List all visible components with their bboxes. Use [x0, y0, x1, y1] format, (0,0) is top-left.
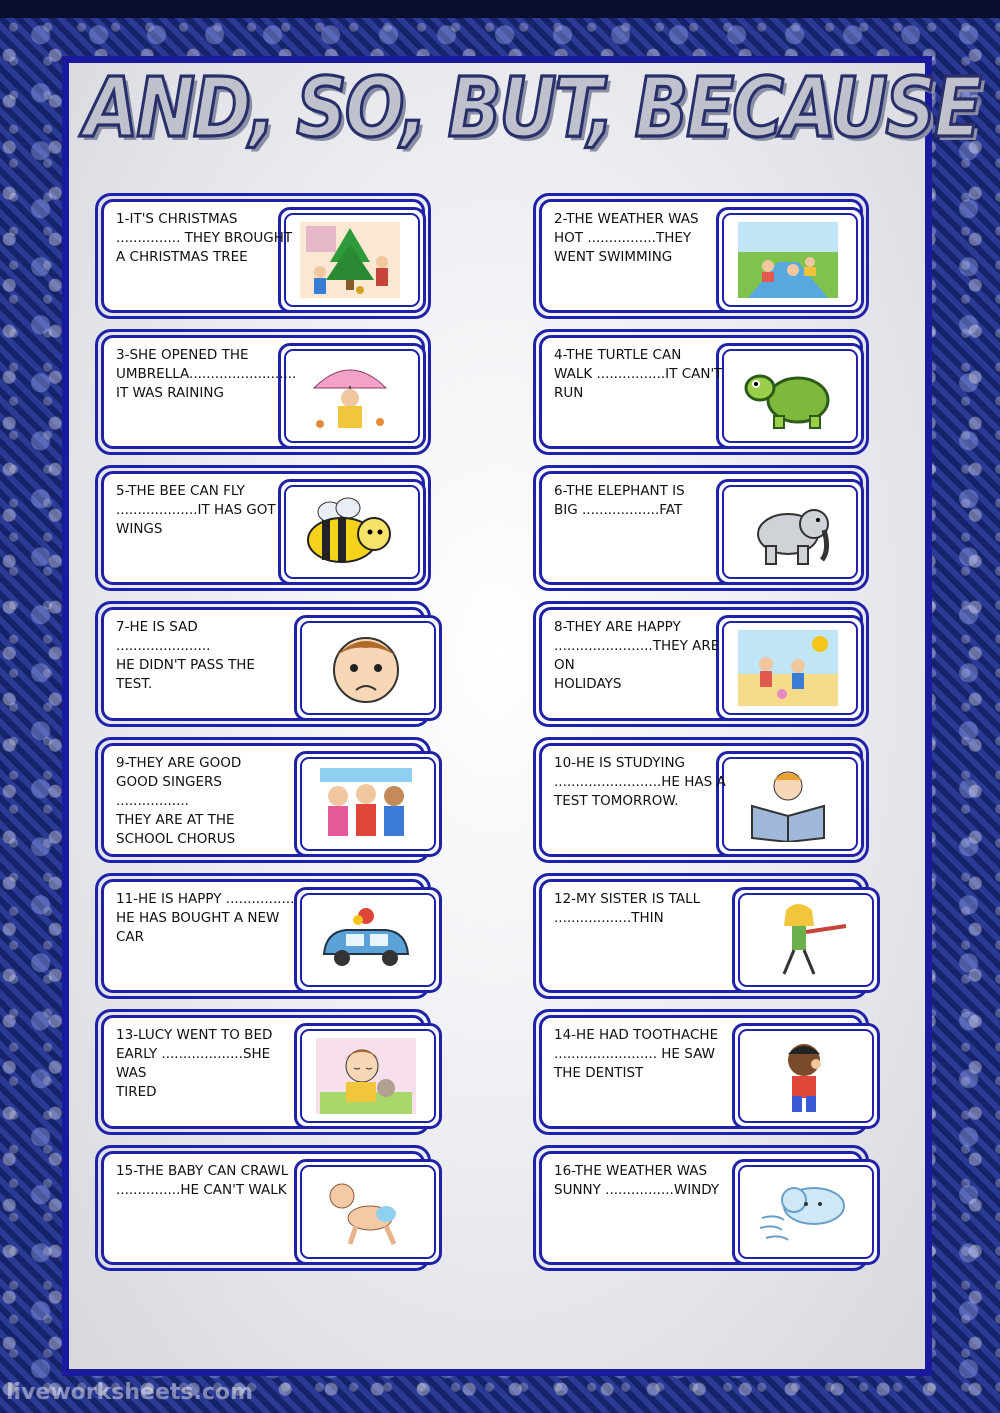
exercise-sentence: 16-THE WEATHER WAS SUNNY ................WINDY: [554, 1163, 720, 1198]
sleeping-girl-icon: [316, 1038, 416, 1114]
crawling-baby-icon: [316, 1174, 416, 1250]
exercise-card-4: [533, 329, 869, 455]
tall-girl-icon: [754, 902, 854, 978]
page-title: AND, SO, BUT, BECAUSE: [84, 61, 980, 157]
exercise-sentence: 5-THE BEE CAN FLY ...................IT HAS GOT WINGS: [116, 483, 276, 537]
exercise-card-8: [533, 601, 869, 727]
bee-icon: [300, 494, 400, 570]
exercise-sentence: 6-THE ELEPHANT IS BIG ..................FAT: [554, 483, 685, 518]
top-bar: [0, 0, 1000, 18]
exercise-card-5: [95, 465, 431, 591]
exercise-sentence: 2-THE WEATHER WAS HOT ................THEY WENT SWIMMING: [554, 211, 699, 265]
windy-cloud-icon: [754, 1174, 854, 1250]
exercise-card-9: [95, 737, 431, 863]
exercise-sentence: 3-SHE OPENED THE UMBRELLA......................... IT WAS RAINING: [116, 347, 297, 401]
exercise-sentence: 10-HE IS STUDYING .........................HE HAS A TEST TOMORROW.: [554, 755, 726, 809]
turtle-icon: [738, 358, 838, 434]
exercise-card-12: [533, 873, 869, 999]
exercise-card-14: [533, 1009, 869, 1135]
car-icon: [316, 902, 416, 978]
exercise-card-6: [533, 465, 869, 591]
exercise-sentence: 1-IT'S CHRISTMAS ............... THEY BROUGHT A CHRISTMAS TREE: [116, 211, 293, 265]
exercise-card-13: [95, 1009, 431, 1135]
exercise-card-7: [95, 601, 431, 727]
swimming-kids-icon: [738, 222, 838, 298]
exercise-sentence: 14-HE HAD TOOTHACHE ........................ HE SAW THE DENTIST: [554, 1027, 719, 1081]
exercise-sentence: 8-THEY ARE HAPPY .......................THEY ARE ON HOLIDAYS: [554, 619, 720, 692]
umbrella-girl-icon: [300, 358, 400, 434]
singing-kids-icon: [316, 766, 416, 842]
exercise-card-1: [95, 193, 431, 319]
exercise-card-11: [95, 873, 431, 999]
toothache-boy-icon: [754, 1038, 854, 1114]
studying-boy-icon: [738, 766, 838, 842]
watermark: liveworksheets.com: [6, 1380, 253, 1405]
exercise-sentence: 12-MY SISTER IS TALL ..................THIN: [554, 891, 701, 926]
exercise-sentence: 7-HE IS SAD ...................... HE DIDN'T PASS THE TEST.: [116, 619, 255, 692]
beach-kids-icon: [738, 630, 838, 706]
elephant-icon: [738, 494, 838, 570]
exercise-card-3: [95, 329, 431, 455]
christmas-tree-icon: [300, 222, 400, 298]
exercise-sentence: 9-THEY ARE GOOD GOOD SINGERS ................. THEY ARE AT THE SCHOOL CHORUS: [116, 755, 242, 847]
exercise-card-15: [95, 1145, 431, 1271]
exercise-sentence: 4-THE TURTLE CAN WALK ................IT CAN'T RUN: [554, 347, 723, 401]
exercise-sentence: 13-LUCY WENT TO BED EARLY ...................SHE WAS TIRED: [116, 1027, 273, 1100]
exercise-card-2: [533, 193, 869, 319]
exercise-card-10: [533, 737, 869, 863]
exercise-sentence: 15-THE BABY CAN CRAWL ...............HE CAN'T WALK: [116, 1163, 289, 1198]
exercise-sentence: 11-HE IS HAPPY ................ HE HAS BOUGHT A NEW CAR: [116, 891, 295, 945]
sad-boy-icon: [316, 630, 416, 706]
exercise-card-16: [533, 1145, 869, 1271]
